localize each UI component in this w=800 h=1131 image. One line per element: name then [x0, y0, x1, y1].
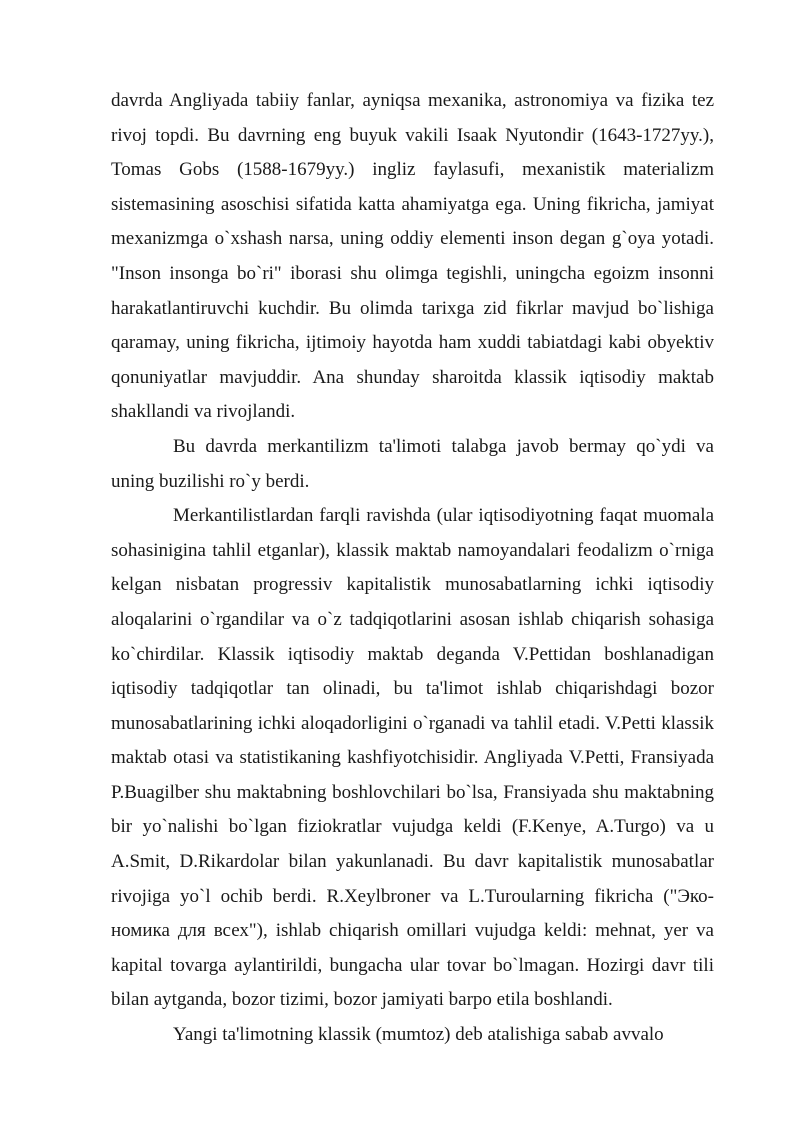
paragraph-3: Merkantilistlardan farqli ravishda (ular iqtisodiyotning faqat muomala sohasinigina tahlil etganlar), klassik maktab namoyandalari feodalizm o`rniga kelgan nisbatan progressiv kapitalistik munosabatlarning ichki iqtisodiy aloqalarini o`rgandilar va o`z tadqiqotlarini asosan ishlab chiqarish sohasiga ko`chirdilar. Klassik iqtisodiy maktab deganda V.Pettidan boshlanadigan iqtisodiy tadqiqotlar tan olinadi, bu ta'limot ishlab chiqarishdagi bozor munosabatlarining ichki aloqadorligini o`rganadi va tahlil etadi. V.Petti klassik maktab otasi va statistikaning kashfiyotchisidir. Angliyada V.Petti, Fransiyada P.Buagilber shu maktabning boshlovchilari bo`lsa, Fransiyada shu maktabning bir yo`nalishi bo`lgan fiziokratlar vujudga keldi (F.Kenye, A.Turgo) va u A.Smit, D.Rikardolar bilan yakunlanadi. Bu davr kapitalistik munosabatlar rivojiga yo`l ochib berdi. R.Xeylbroner va L.Turoularning fikricha ("Эко- номика для всех"), ishlab chiqarish omillari vujudga keldi: mehnat, yer va kapital tovarga aylantirildi, bungacha ular tovar bo`lmagan. Hozirgi davr tili bilan aytganda, bozor tizimi, bozor jamiyati barpo etila boshlandi. — [111, 505, 714, 1011]
paragraph-2: Bu davrda merkantilizm ta'limoti talabga javob bermay qo`ydi va uning buzilishi ro`y berdi. — [111, 435, 714, 492]
paragraph-4: Yangi ta'limotning klassik (mumtoz) deb atalishiga sabab avvalo — [173, 1024, 664, 1046]
paragraph-1: davrda Angliyada tabiiy fanlar, ayniqsa mexanika, astronomiya va fizika tez rivoj topdi. Bu davrning eng buyuk vakili Isaak Nyutondir (1643-1727yy.), Tomas Gobs (1588-1679yy.) ingliz faylasufi, mexanistik materializm sistemasining asoschisi sifatida katta ahamiyatga ega. Uning fikricha, jamiyat mexanizmga o`xshash narsa, uning oddiy elementi inson degan g`oya yotadi. "Inson insonga bo`ri" iborasi shu olimga tegishli, uningcha egoizm insonni harakatlantiruvchi kuchdir. Bu olimda tarixga zid fikrlar mavjud bo`lishiga qaramay, uning fikricha, ijtimoiy hayotda ham xuddi tabiatdagi kabi obyektiv qonuniyatlar mavjuddir. Ana shunday sharoitda klassik iqtisodiy maktab shakllandi va rivojlandi. — [111, 90, 714, 423]
